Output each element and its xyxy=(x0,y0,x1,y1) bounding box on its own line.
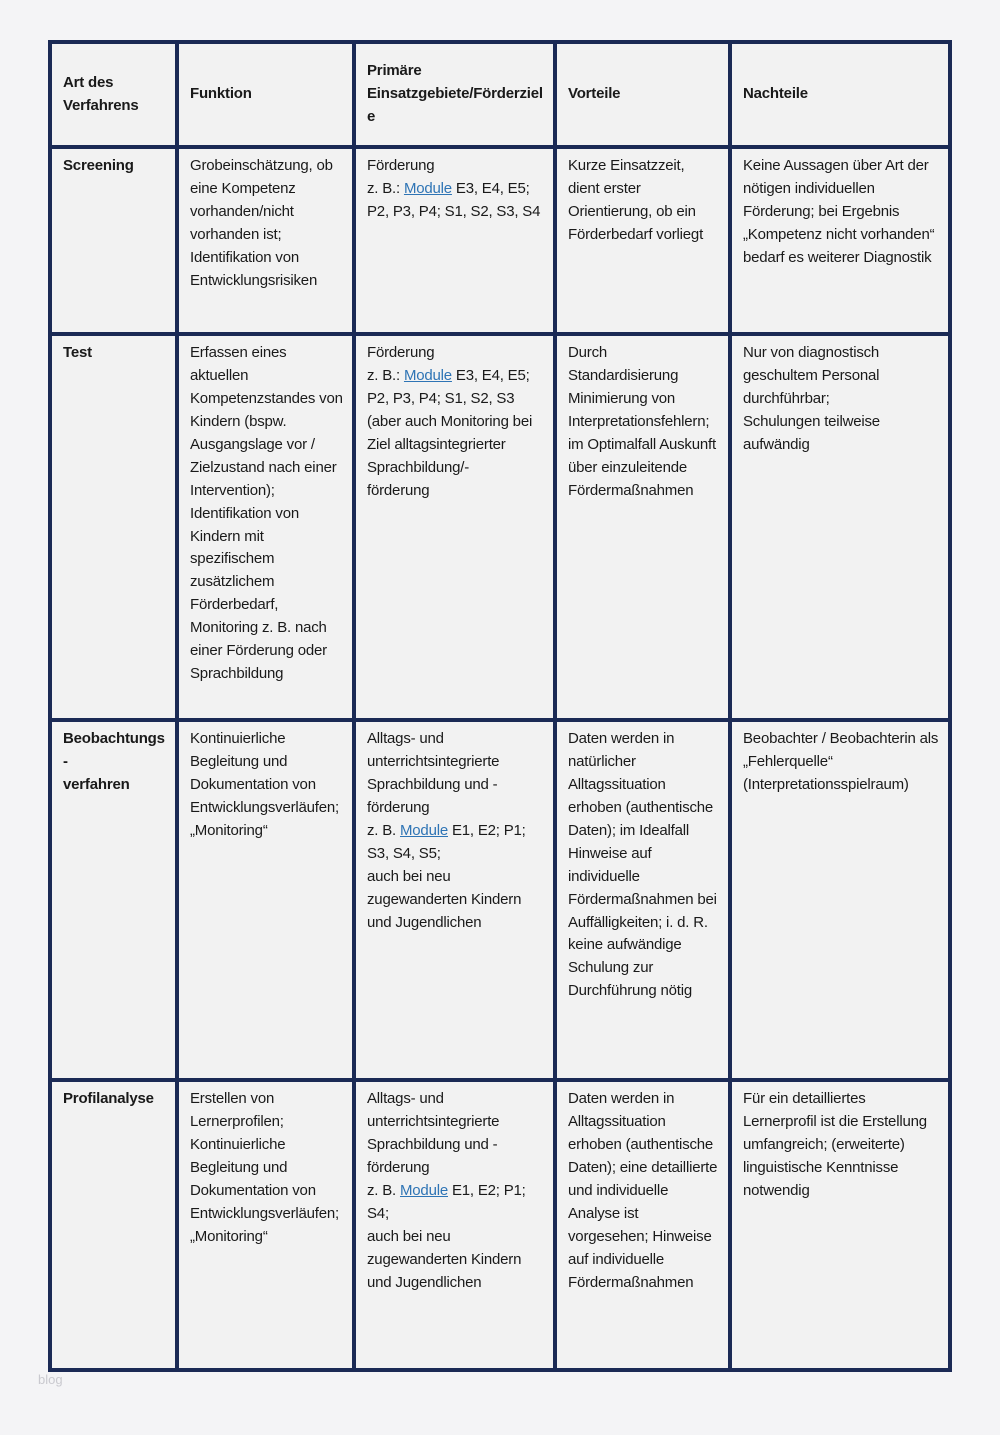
module-link[interactable]: Module xyxy=(399,1181,448,1199)
beobachtungsverfahren-nachteile-cell: Beobachter / Beobachterin als „Fehlerquelle“ (Interpretationsspielraum) xyxy=(730,720,950,1080)
module-link[interactable]: Module xyxy=(399,821,448,839)
screening-nachteile-cell: Keine Aussagen über Art der nötigen individuellen Förderung; bei Ergebnis „Kompetenz nicht vorhanden“ bedarf es weiterer Diagnostik xyxy=(730,147,950,334)
profilanalyse-funktion-cell: Erstellen von Lernerprofilen; Kontinuierliche Begleitung und Dokumentation von Entwicklungsverläufen; „Monitoring“ xyxy=(177,1080,354,1370)
module-link[interactable]: Module xyxy=(403,179,452,197)
screening-vorteile-cell: Kurze Einsatzzeit, dient erster Orientierung, ob ein Förderbedarf vorliegt xyxy=(555,147,730,334)
test-verfahren-cell: Test xyxy=(50,334,177,720)
table-row-test xyxy=(50,334,950,720)
test-einsatzgebiete-cell: Förderung z. B.: Module E3, E4, E5; P2, P3, P4; S1, S2, S3 (aber auch Monitoring bei Ziel alltagsintegrierter Sprachbildung/- förderung xyxy=(354,334,555,720)
screening-einsatzgebiete-cell: Förderung z. B.: Module E3, E4, E5; P2, P3, P4; S1, S2, S3, S4 xyxy=(354,147,555,334)
screening-verfahren-cell: Screening xyxy=(50,147,177,334)
beobachtungsverfahren-einsatzgebiete-cell: Alltags- und unterrichtsintegrierte Sprachbildung und - förderung z. B. Module E1, E2; P1; S3, S4, S5; auch bei neu zugewanderten Kindern und Jugendlichen xyxy=(354,720,555,1080)
profilanalyse-verfahren-cell: Profilanalyse xyxy=(50,1080,177,1370)
test-funktion-cell: Erfassen eines aktuellen Kompetenzstandes von Kindern (bspw. Ausgangslage vor / Zielzustand nach einer Intervention); Identifikation von Kindern mit spezifischem zusätzlichem Förderbedarf, Monitoring z. B. nach einer Förderung oder Sprachbildung xyxy=(177,334,354,720)
profilanalyse-nachteile-cell: Für ein detailliertes Lernerprofil ist die Erstellung umfangreich; (erweiterte) linguistische Kenntnisse notwendig xyxy=(730,1080,950,1370)
beobachtungsverfahren-verfahren-cell: Beobachtungs- verfahren xyxy=(50,720,177,1080)
header-vorteile: Vorteile xyxy=(555,42,730,147)
header-nachteile: Nachteile xyxy=(730,42,950,147)
verfahren-vergleich-table xyxy=(48,40,952,1372)
module-link[interactable]: Module xyxy=(403,366,452,384)
header-einsatzgebiete: Primäre Einsatzgebiete/Förderziele xyxy=(354,42,555,147)
header-art-des-verfahrens: Art des Verfahrens xyxy=(50,42,177,147)
beobachtungsverfahren-vorteile-cell: Daten werden in natürlicher Alltagssituation erhoben (authentische Daten); im Idealfall Hinweise auf individuelle Fördermaßnahmen bei Auffälligkeiten; i. d. R. keine aufwändige Schulung zur Durchführung nötig xyxy=(555,720,730,1080)
table-body xyxy=(50,147,950,1370)
header-funktion: Funktion xyxy=(177,42,354,147)
test-vorteile-cell: Durch Standardisierung Minimierung von Interpretationsfehlern; im Optimalfall Auskunft über einzuleitende Fördermaßnahmen xyxy=(555,334,730,720)
table-header xyxy=(50,42,950,147)
screening-funktion-cell: Grobeinschätzung, ob eine Kompetenz vorhanden/nicht vorhanden ist; Identifikation von Entwicklungsrisiken xyxy=(177,147,354,334)
header-row xyxy=(50,42,950,147)
profilanalyse-vorteile-cell: Daten werden in Alltagssituation erhoben (authentische Daten); eine detaillierte und individuelle Analyse ist vorgesehen; Hinweise auf individuelle Fördermaßnahmen xyxy=(555,1080,730,1370)
profilanalyse-einsatzgebiete-cell: Alltags- und unterrichtsintegrierte Sprachbildung und - förderung z. B. Module E1, E2; P1; S4; auch bei neu zugewanderten Kindern und Jugendlichen xyxy=(354,1080,555,1370)
table-row-profilanalyse xyxy=(50,1080,950,1370)
beobachtungsverfahren-funktion-cell: Kontinuierliche Begleitung und Dokumentation von Entwicklungsverläufen; „Monitoring“ xyxy=(177,720,354,1080)
table-row-screening xyxy=(50,147,950,334)
table-row-beobachtungsverfahren xyxy=(50,720,950,1080)
test-nachteile-cell: Nur von diagnostisch geschultem Personal durchführbar; Schulungen teilweise aufwändig xyxy=(730,334,950,720)
watermark: blog xyxy=(38,1372,63,1387)
